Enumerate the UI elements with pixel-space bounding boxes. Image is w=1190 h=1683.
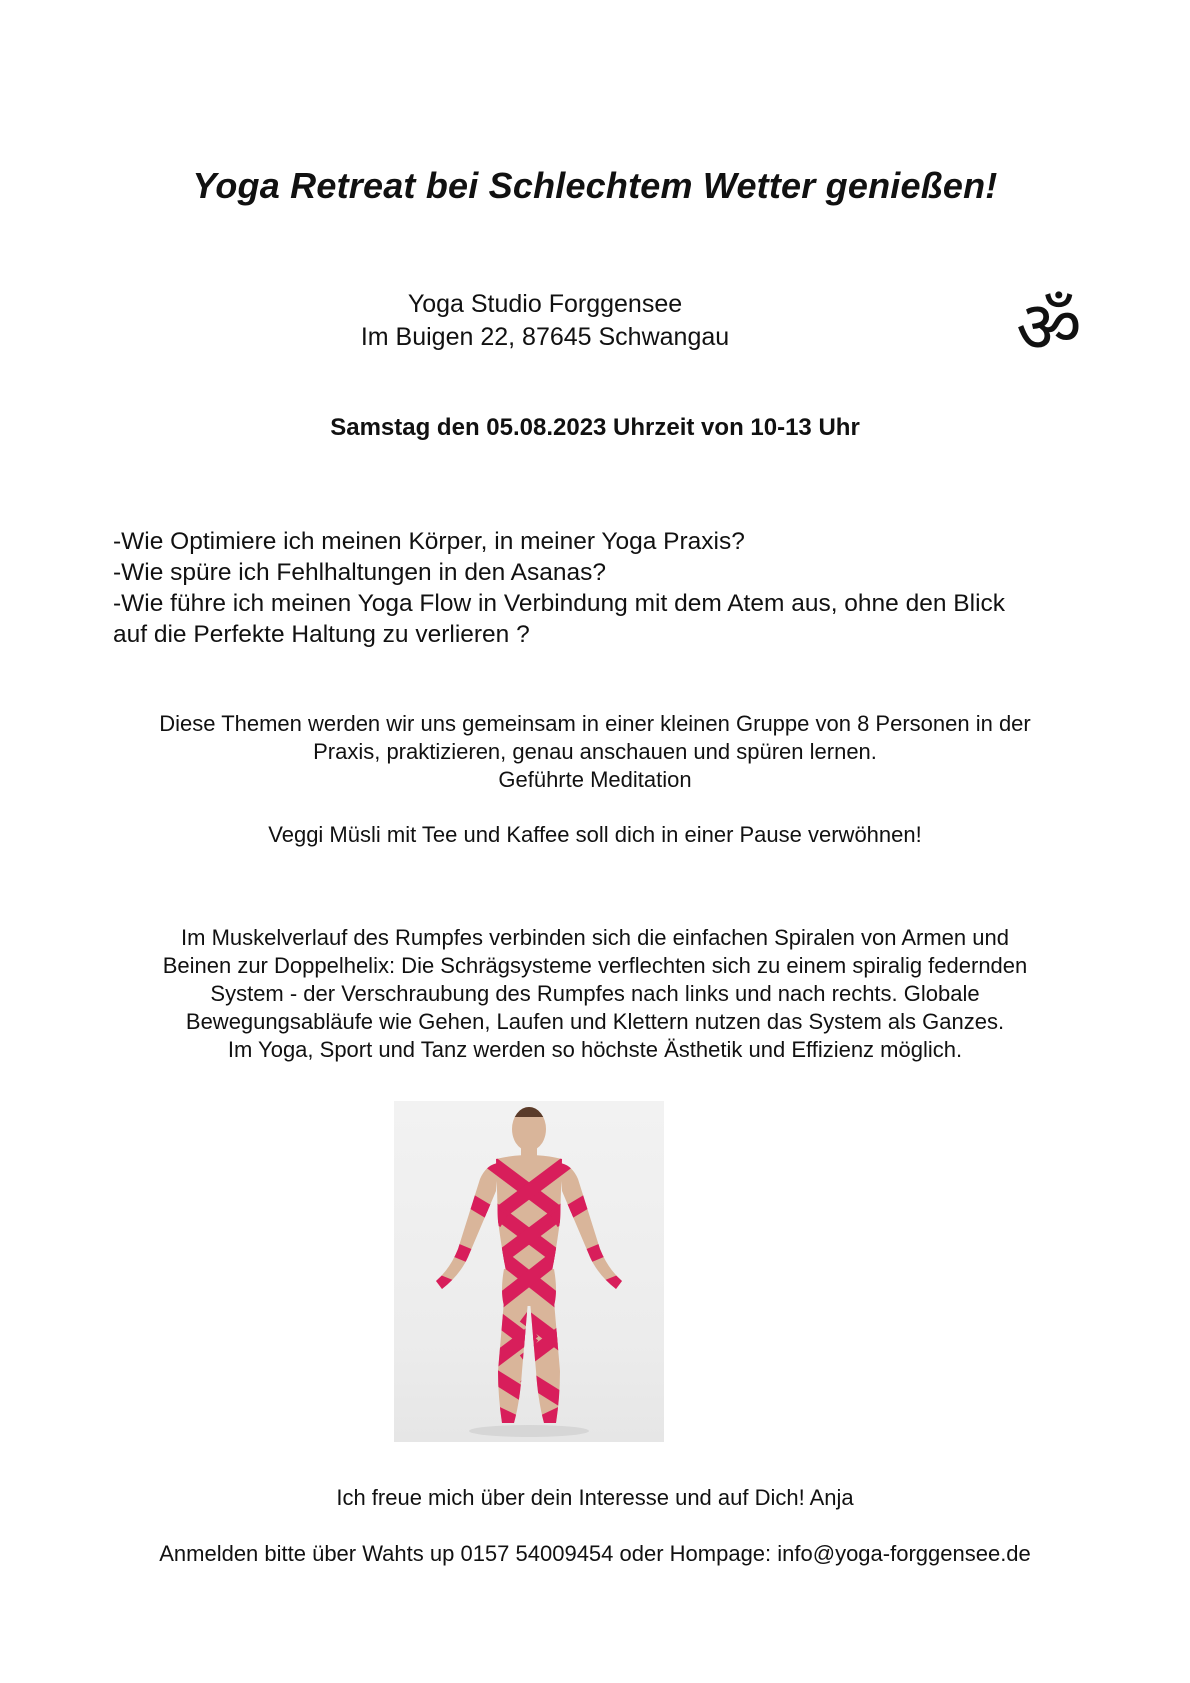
- om-glyph: ॐ: [1016, 285, 1082, 368]
- break-note: Veggi Müsli mit Tee und Kaffee soll dich in einer Pause verwöhnen!: [268, 822, 922, 847]
- studio-name: Yoga Studio Forggensee: [407, 290, 683, 318]
- tape-figure-illustration: [394, 1101, 664, 1442]
- muscle-line: System - der Verschraubung des Rumpfes nach links und nach rechts. Globale: [210, 981, 980, 1006]
- greeting-line: Ich freue mich über dein Interesse und auf Dich! Anja: [336, 1485, 854, 1510]
- muscle-line: Im Muskelverlauf des Rumpfes verbinden sich die einfachen Spiralen von Armen und: [181, 925, 1009, 950]
- question-line: -Wie führe ich meinen Yoga Flow in Verbindung mit dem Atem aus, ohne den Blick: [113, 590, 1006, 617]
- questions-list: [113, 526, 1113, 650]
- kinesio-tape-photo: [394, 1101, 664, 1442]
- question-line: -Wie spüre ich Fehlhaltungen in den Asanas?: [113, 559, 607, 586]
- studio-address: [300, 288, 790, 354]
- muscle-line: Beinen zur Doppelhelix: Die Schrägsysteme verflechten sich zu einem spiralig federnden: [162, 953, 1028, 978]
- muscle-line: Im Yoga, Sport und Tanz werden so höchste Ästhetik und Effizienz möglich.: [227, 1037, 963, 1062]
- muscle-paragraph: [0, 924, 1190, 1064]
- studio-street: Im Buigen 22, 87645 Schwangau: [360, 323, 730, 351]
- page-title: Yoga Retreat bei Schlechtem Wetter genießen!: [192, 165, 998, 206]
- themes-paragraph: [0, 710, 1190, 794]
- om-symbol-icon: [1010, 282, 1100, 368]
- themes-line: Diese Themen werden wir uns gemeinsam in einer kleinen Gruppe von 8 Personen in der: [159, 711, 1031, 736]
- themes-line: Geführte Meditation: [498, 767, 692, 792]
- event-date: Samstag den 05.08.2023 Uhrzeit von 10-13 Uhr: [330, 414, 860, 441]
- question-line: -Wie Optimiere ich meinen Körper, in meiner Yoga Praxis?: [113, 528, 745, 555]
- contact-line: Anmelden bitte über Wahts up 0157 54009454 oder Hompage: info@yoga-forggensee.de: [159, 1541, 1031, 1566]
- question-line: auf die Perfekte Haltung zu verlieren ?: [113, 621, 530, 648]
- muscle-line: Bewegungsabläufe wie Gehen, Laufen und Klettern nutzen das System als Ganzes.: [185, 1009, 1005, 1034]
- themes-line: Praxis, praktizieren, genau anschauen und spüren lernen.: [313, 739, 877, 764]
